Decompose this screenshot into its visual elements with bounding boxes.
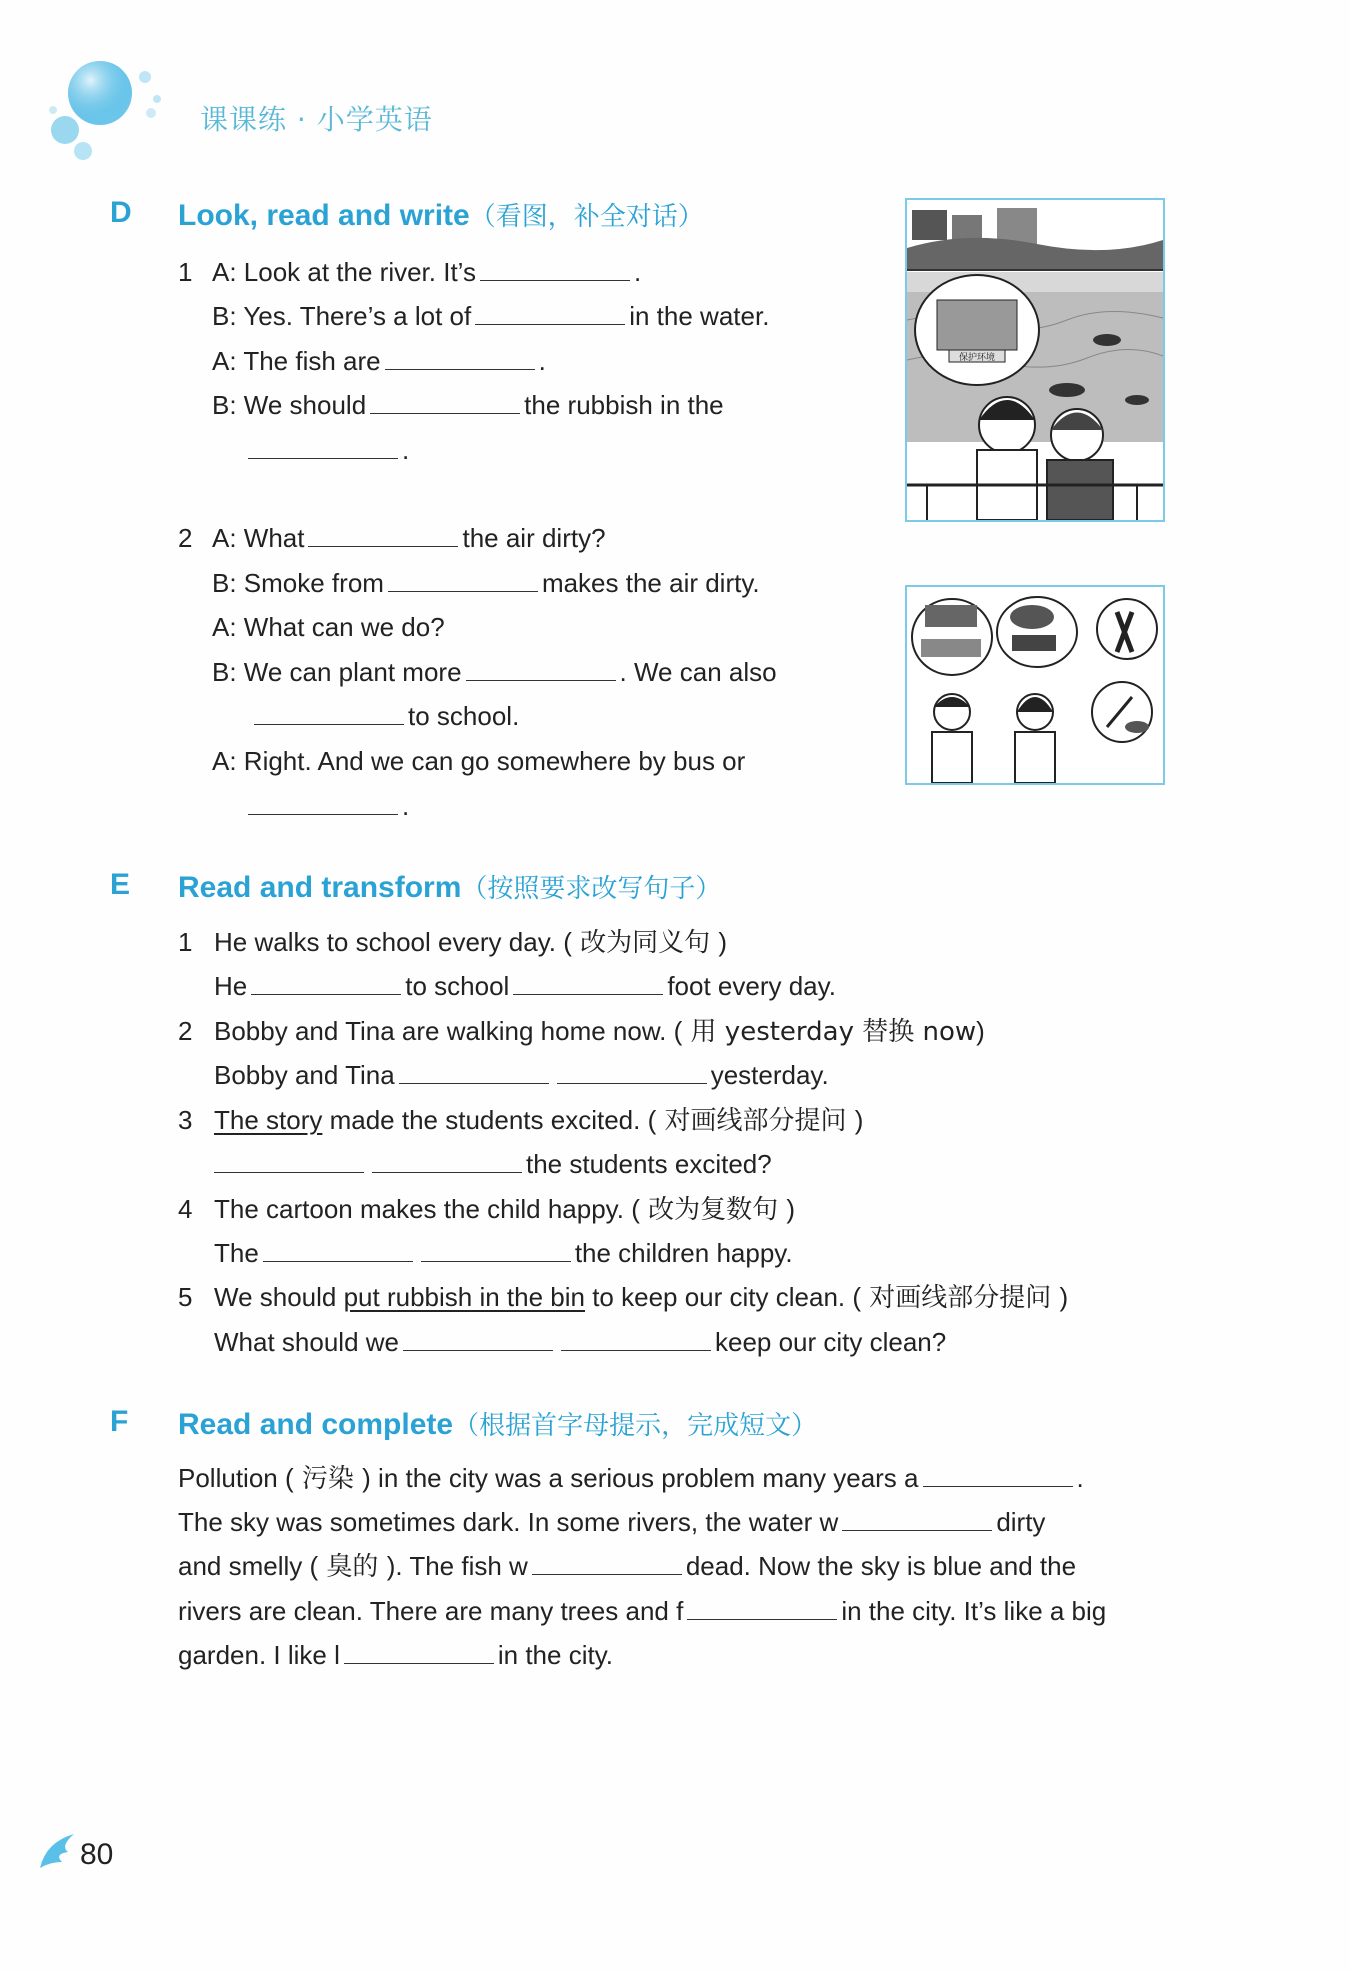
d-q2-line4 bbox=[212, 656, 777, 688]
text: He bbox=[214, 971, 248, 1001]
text: A: The fish are bbox=[212, 346, 381, 376]
text: Bobby and Tina bbox=[214, 1060, 395, 1090]
text: A: Right. And we can go somewhere by bus or bbox=[212, 746, 746, 776]
answer-blank[interactable] bbox=[475, 300, 625, 325]
e-q3-question bbox=[214, 1104, 863, 1137]
answer-blank[interactable] bbox=[214, 1148, 364, 1173]
section-e-title-cn: （按照要求改写句子） bbox=[461, 874, 722, 904]
text: and smelly ( bbox=[178, 1551, 319, 1581]
text: B: We can plant more bbox=[212, 657, 462, 687]
section-f-title-cn: （根据首字母提示，完成短文） bbox=[453, 1411, 818, 1441]
chinese-gloss: 臭的 bbox=[318, 1552, 387, 1582]
text: B: Yes. There’s a lot of bbox=[212, 301, 472, 331]
text: in the city. It’s like a big bbox=[841, 1596, 1107, 1626]
page-number: 80 bbox=[80, 1838, 114, 1871]
text: garden. I like l bbox=[178, 1640, 340, 1670]
e-q5-question bbox=[214, 1281, 1068, 1314]
e-q2-number: 2 bbox=[178, 1016, 193, 1046]
answer-blank[interactable] bbox=[308, 522, 458, 547]
text: What should we bbox=[214, 1327, 399, 1357]
text: in the water. bbox=[629, 301, 770, 331]
d-q1-number: 1 bbox=[178, 257, 193, 287]
f-paragraph-line2 bbox=[178, 1506, 1045, 1538]
e-q2-answer bbox=[214, 1059, 829, 1091]
section-e-title-en: Read and transform bbox=[178, 871, 462, 904]
section-f-title-en: Read and complete bbox=[178, 1408, 454, 1441]
text: ). The fish w bbox=[386, 1551, 528, 1581]
text: in the city. bbox=[497, 1640, 613, 1670]
text: A: Look at the river. It’s bbox=[212, 257, 476, 287]
answer-blank[interactable] bbox=[248, 790, 398, 815]
answer-blank[interactable] bbox=[372, 1148, 522, 1173]
text: to keep our city clean. ( bbox=[584, 1282, 862, 1312]
text: A: What bbox=[212, 523, 305, 553]
answer-blank[interactable] bbox=[385, 345, 535, 370]
text: foot every day. bbox=[667, 971, 836, 1001]
e-q4-number: 4 bbox=[178, 1194, 193, 1224]
text: dirty bbox=[996, 1507, 1046, 1537]
text: . bbox=[634, 257, 642, 287]
text: B: Smoke from bbox=[212, 568, 384, 598]
text: . We can also bbox=[619, 657, 777, 687]
section-f-title bbox=[178, 1405, 817, 1442]
text: the students excited? bbox=[526, 1149, 772, 1179]
e-q2-question bbox=[214, 1015, 985, 1048]
e-q4-question bbox=[214, 1193, 795, 1226]
answer-blank[interactable] bbox=[923, 1462, 1073, 1487]
e-q1-number: 1 bbox=[178, 927, 193, 957]
text: the air dirty? bbox=[462, 523, 606, 553]
e-q1-answer bbox=[214, 970, 836, 1002]
text: to school. bbox=[408, 701, 520, 731]
f-paragraph-line4 bbox=[178, 1595, 1106, 1627]
d-q1-line2 bbox=[212, 300, 769, 332]
text: makes the air dirty. bbox=[541, 568, 760, 598]
d-q1-line4 bbox=[212, 389, 724, 421]
transport-choices-illustration bbox=[905, 585, 1165, 785]
text: the children happy. bbox=[574, 1238, 793, 1268]
e-q4-answer bbox=[214, 1237, 793, 1269]
underlined-text: The story bbox=[214, 1105, 323, 1135]
d-q2-line1 bbox=[212, 522, 606, 554]
e-q5-number: 5 bbox=[178, 1282, 193, 1312]
answer-blank[interactable] bbox=[557, 1059, 707, 1084]
text: keep our city clean? bbox=[714, 1327, 947, 1357]
answer-blank[interactable] bbox=[370, 389, 520, 414]
text: Pollution ( bbox=[178, 1463, 294, 1493]
text: A: What can we do? bbox=[212, 612, 445, 642]
text: We should bbox=[214, 1282, 344, 1312]
d-q2-line5 bbox=[250, 700, 519, 732]
polluted-river-illustration bbox=[905, 198, 1165, 522]
text: . bbox=[402, 791, 410, 821]
answer-blank[interactable] bbox=[842, 1506, 992, 1531]
bubbles-decoration bbox=[45, 55, 175, 165]
d-q2-line6 bbox=[212, 745, 745, 777]
answer-blank[interactable] bbox=[513, 970, 663, 995]
answer-blank[interactable] bbox=[399, 1059, 549, 1084]
f-paragraph-line3 bbox=[178, 1550, 1076, 1583]
d-q2-line7 bbox=[244, 790, 409, 822]
d-q1-line1 bbox=[212, 256, 641, 288]
text: ) bbox=[718, 927, 728, 957]
header-title: 课课练 · 小学英语 bbox=[200, 103, 433, 136]
text: Bobby and Tina are walking home now. ( bbox=[214, 1016, 683, 1046]
wing-icon bbox=[38, 1832, 78, 1870]
text: The cartoon makes the child happy. ( bbox=[214, 1194, 640, 1224]
text: ) bbox=[854, 1105, 864, 1135]
d-q2-number: 2 bbox=[178, 523, 193, 553]
text: to school bbox=[405, 971, 510, 1001]
text: ) in the city was a serious problem many years a bbox=[362, 1463, 919, 1493]
answer-blank[interactable] bbox=[532, 1550, 682, 1575]
section-f-letter: F bbox=[110, 1405, 129, 1438]
text: . bbox=[1076, 1463, 1084, 1493]
instruction-note: 改为复数句 bbox=[639, 1195, 787, 1225]
instruction-note: 改为同义句 bbox=[571, 928, 719, 958]
e-q3-number: 3 bbox=[178, 1105, 193, 1135]
f-paragraph-line1 bbox=[178, 1462, 1084, 1495]
answer-blank[interactable] bbox=[466, 656, 616, 681]
answer-blank[interactable] bbox=[248, 434, 398, 459]
answer-blank[interactable] bbox=[421, 1237, 571, 1262]
text: dead. Now the sky is blue and the bbox=[685, 1551, 1077, 1581]
picture-sign-text: 保护环境 bbox=[958, 353, 996, 363]
text: . bbox=[538, 346, 546, 376]
text: ) bbox=[1059, 1282, 1069, 1312]
d-q1-line5 bbox=[244, 434, 409, 466]
section-d-title bbox=[178, 196, 704, 233]
text: He walks to school every day. ( bbox=[214, 927, 572, 957]
e-q1-question bbox=[214, 926, 727, 959]
instruction-note: 对画线部分提问 bbox=[656, 1106, 855, 1136]
answer-blank[interactable] bbox=[251, 970, 401, 995]
text: B: We should bbox=[212, 390, 367, 420]
section-d-title-cn: （看图，补全对话） bbox=[469, 202, 704, 232]
answer-blank[interactable] bbox=[263, 1237, 413, 1262]
e-q5-answer bbox=[214, 1326, 946, 1358]
d-q1-line3 bbox=[212, 345, 546, 377]
text: yesterday. bbox=[710, 1060, 829, 1090]
answer-blank[interactable] bbox=[254, 700, 404, 725]
d-q2-line3 bbox=[212, 611, 445, 643]
section-e-letter: E bbox=[110, 868, 131, 901]
instruction-note: 用 yesterday 替换 now bbox=[682, 1017, 977, 1047]
answer-blank[interactable] bbox=[687, 1595, 837, 1620]
section-d-letter: D bbox=[110, 196, 132, 229]
text: ) bbox=[786, 1194, 796, 1224]
answer-blank[interactable] bbox=[403, 1326, 553, 1351]
answer-blank[interactable] bbox=[344, 1639, 494, 1664]
text: the rubbish in the bbox=[524, 390, 724, 420]
instruction-note: 对画线部分提问 bbox=[861, 1283, 1060, 1313]
answer-blank[interactable] bbox=[388, 567, 538, 592]
text: ) bbox=[976, 1016, 985, 1046]
text: The bbox=[214, 1238, 259, 1268]
chinese-gloss: 污染 bbox=[293, 1464, 363, 1494]
f-paragraph-line5 bbox=[178, 1639, 613, 1671]
e-q3-answer bbox=[210, 1148, 772, 1180]
section-d-title-en: Look, read and write bbox=[178, 199, 470, 232]
answer-blank[interactable] bbox=[480, 256, 630, 281]
d-q2-line2 bbox=[212, 567, 760, 599]
underlined-text: put rubbish in the bin bbox=[343, 1282, 585, 1312]
text: made the students excited. ( bbox=[322, 1105, 657, 1135]
text: . bbox=[402, 435, 410, 465]
answer-blank[interactable] bbox=[561, 1326, 711, 1351]
text: rivers are clean. There are many trees and f bbox=[178, 1596, 684, 1626]
text: The sky was sometimes dark. In some rivers, the water w bbox=[178, 1507, 839, 1537]
section-e-title bbox=[178, 868, 721, 905]
